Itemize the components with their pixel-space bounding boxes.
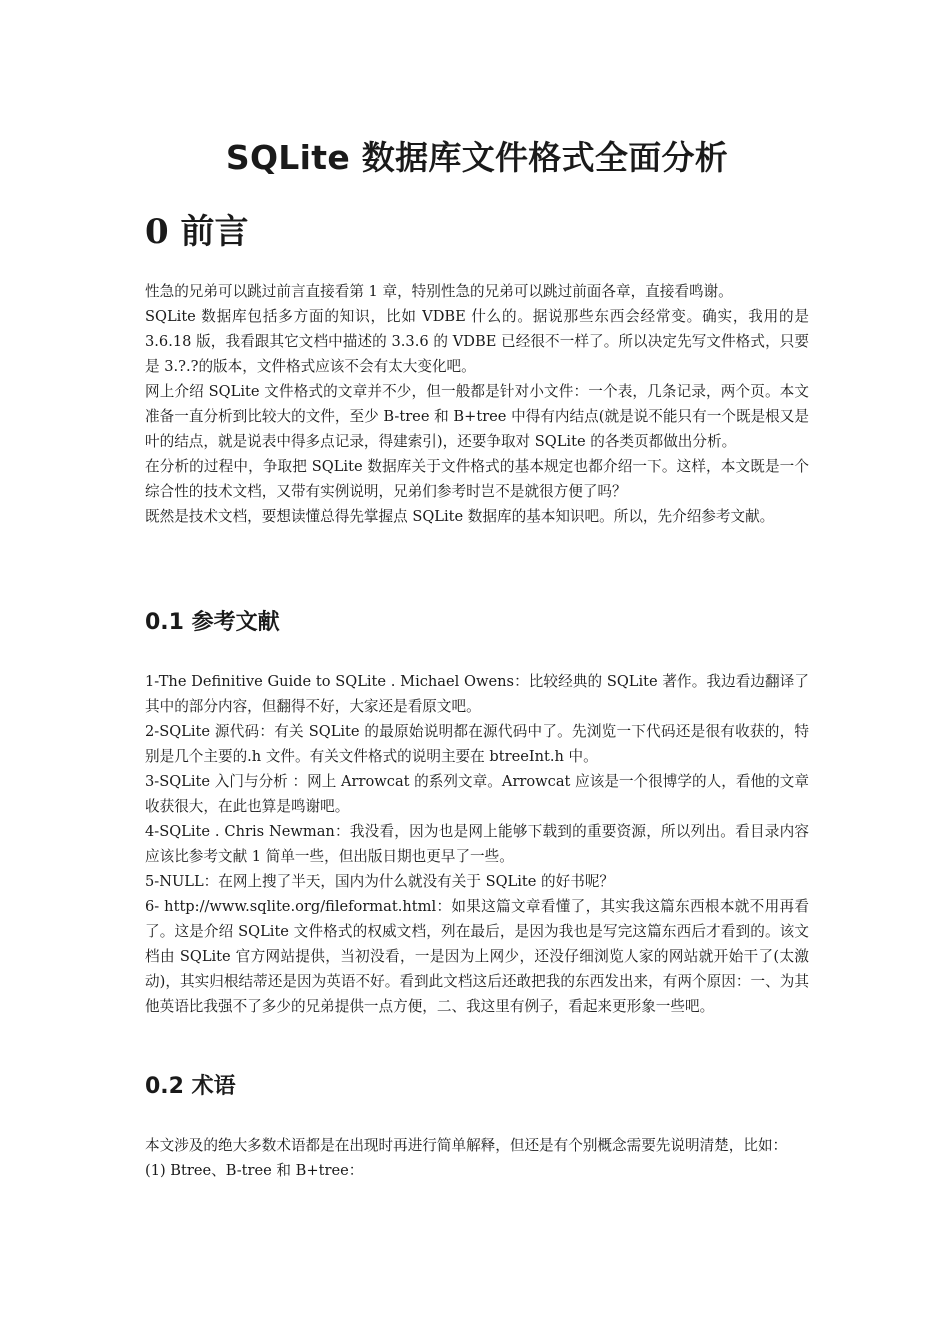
reference-item: 1-The Definitive Guide to SQLite . Michael Owens：比较经典的 SQLite 著作。我边看边翻译了其中的部分内容，但翻得不好，大家还是看原文吧。: [145, 673, 809, 715]
reference-item: 2-SQLite 源代码：有关 SQLite 的最原始说明都在源代码中了。先浏览一下代码还是很有收获的，特别是几个主要的.h 文件。有关文件格式的说明主要在 btreeInt.h 中。: [145, 723, 809, 765]
terms-paragraph: 本文涉及的绝大多数术语都是在出现时再进行简单解释，但还是有个别概念需要先说明清楚，比如：: [145, 1137, 788, 1154]
references-section: [145, 669, 809, 1019]
intro-paragraph: 网上介绍 SQLite 文件格式的文章并不少，但一般都是针对小文件：一个表，几条记录，两个页。本文准备一直分析到比较大的文件，至少 B-tree 和 B+tree 中得有内结点(就是说不能只有一个既是根又是叶的结点，就是说表中得多点记录，得建索引)，还要争取对 SQLite 的各类页都做出分析。: [145, 383, 809, 450]
intro-paragraph: SQLite 数据库包括多方面的知识，比如 VDBE 什么的。据说那些东西会经常变。确实，我用的是 3.6.18 版，我看跟其它文档中描述的 3.3.6 的 VDBE 已经很不一样了。所以决定先写文件格式，只要是 3.?.?的版本，文件格式应该不会有太大变化吧。: [145, 308, 809, 375]
intro-paragraph: 在分析的过程中，争取把 SQLite 数据库关于文件格式的基本规定也都介绍一下。这样，本文既是一个综合性的技术文档，又带有实例说明，兄弟们参考时岂不是就很方便了吗？: [145, 458, 809, 500]
reference-item: 4-SQLite . Chris Newman：我没看，因为也是网上能够下载到的重要资源，所以列出。看目录内容应该比参考文献 1 简单一些，但出版日期也更早了一些。: [145, 823, 809, 865]
reference-item: 6- http://www.sqlite.org/fileformat.html：如果这篇文章看懂了，其实我这篇东西根本就不用再看了。这是介绍 SQLite 文件格式的权威文档，列在最后，是因为我也是写完这篇东西后才看到的。该文档由 SQLite 官方网站提供，当初没看，一是因为上网少，还没仔细浏览人家的网站就开始干了(太激动)，其实归根结蒂还是因为英语不好。看到此文档这后还敢把我的东西发出来，有两个原因：一、为其他英语比我强不了多少的兄弟提供一点方便，二、我这里有例子，看起来更形象一些吧。: [145, 898, 809, 1015]
intro-paragraph: 既然是技术文档，要想读懂总得先掌握点 SQLite 数据库的基本知识吧。所以，先介绍参考文献。: [145, 508, 775, 525]
references-heading: 0.1 参考文献: [145, 610, 280, 635]
terms-section: [145, 1133, 809, 1183]
reference-item: 5-NULL：在网上搜了半天，国内为什么就没有关于 SQLite 的好书呢？: [145, 873, 615, 890]
terms-paragraph: (1) Btree、B-tree 和 B+tree：: [145, 1162, 364, 1179]
chapter-heading: 0 前言: [145, 212, 249, 252]
intro-paragraph: 性急的兄弟可以跳过前言直接看第 1 章，特别性急的兄弟可以跳过前面各章，直接看鸣谢。: [145, 283, 733, 300]
intro-section: [145, 279, 809, 529]
reference-item: 3-SQLite 入门与分析 ：网上 Arrowcat 的系列文章。Arrowcat 应该是一个很博学的人，看他的文章收获很大，在此也算是鸣谢吧。: [145, 773, 809, 815]
document-title: SQLite 数据库文件格式全面分析: [225, 138, 729, 177]
terms-heading: 0.2 术语: [145, 1074, 236, 1099]
